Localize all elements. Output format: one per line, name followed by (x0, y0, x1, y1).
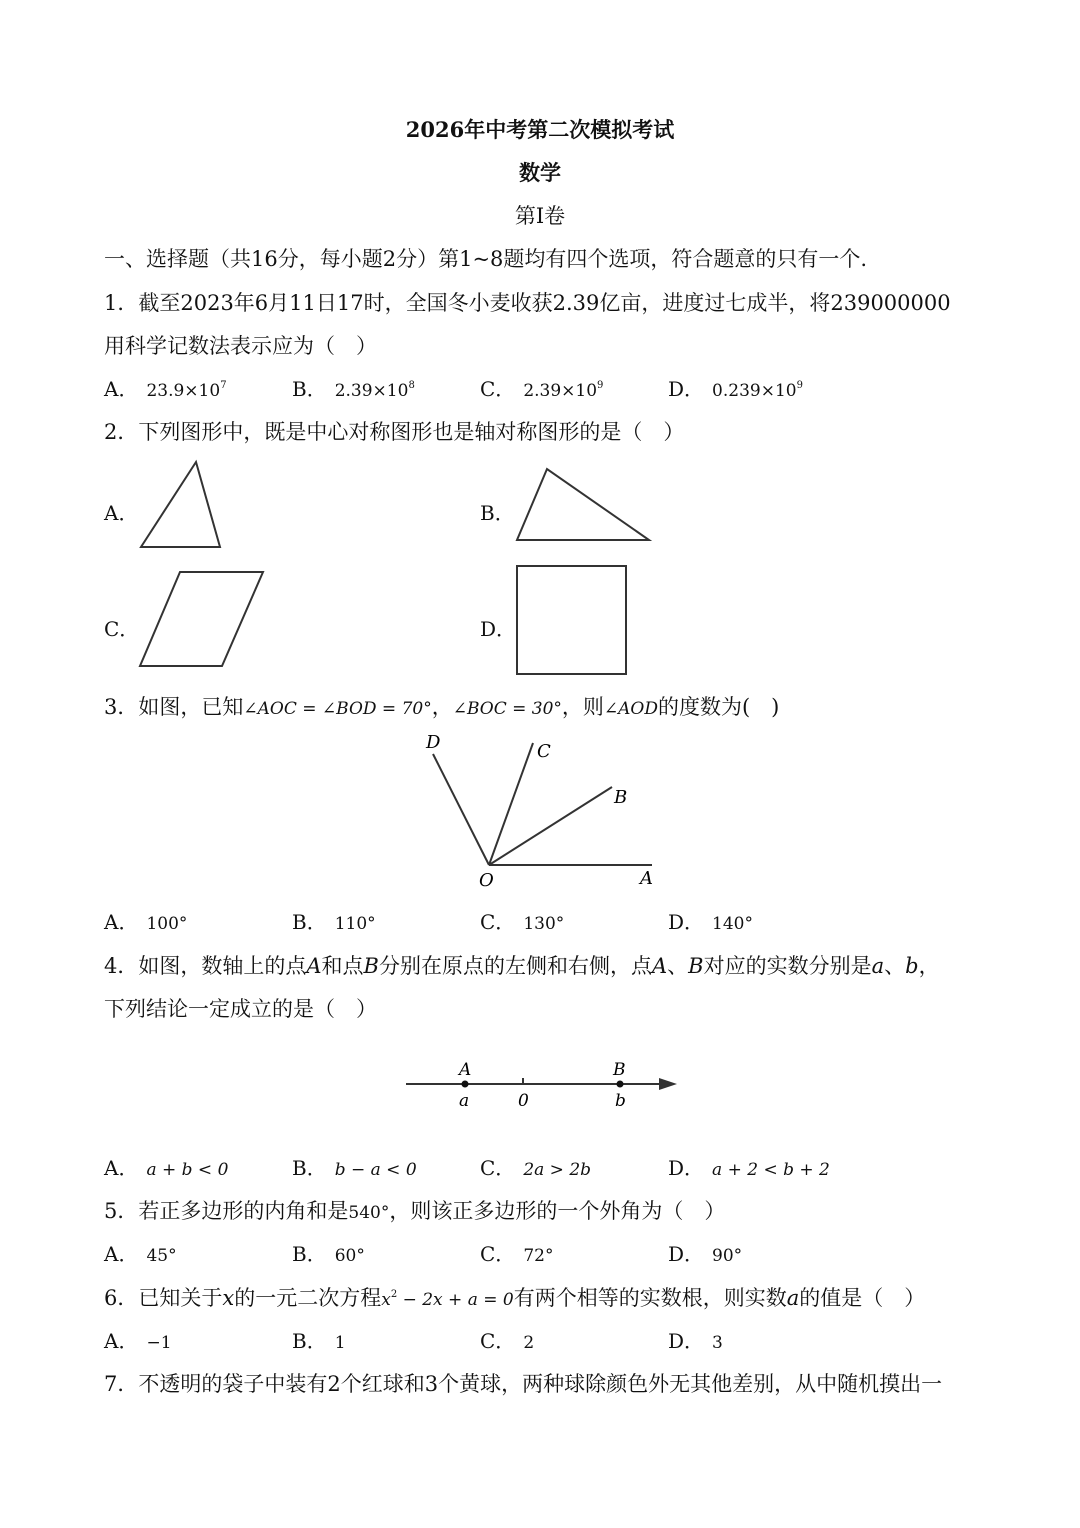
q6-option-a[interactable]: A． −1 (104, 1329, 172, 1353)
q2-option-a-label[interactable]: A． (104, 501, 139, 525)
q1-option-d[interactable]: D． $0.239\times 10^9$ (668, 377, 803, 401)
point-a-dot (462, 1081, 469, 1088)
q3-option-d[interactable]: D． 140° (668, 910, 753, 934)
q4-option-d[interactable]: D． a + 2 < b + 2 (668, 1156, 830, 1180)
subject-title: 数学 (519, 160, 561, 185)
point-a-label: A (640, 868, 653, 889)
q4-option-b[interactable]: B． b − a < 0 (292, 1156, 417, 1180)
q5-stem: 5．若正多边形的内角和是540°，则该正多边形的一个外角为（ ） (104, 1199, 726, 1223)
q5-option-a[interactable]: A． 45° (104, 1242, 177, 1266)
point-b-label: B (614, 787, 628, 808)
q6-option-d[interactable]: D． 3 (668, 1329, 723, 1353)
q1-option-c[interactable]: C． $2.39\times 10^9$ (480, 377, 604, 401)
q1-option-a[interactable]: A． $23.9\times 10^7$ (104, 377, 227, 401)
point-o-label: O (479, 870, 494, 891)
q6-stem: 6．已知关于x的一元二次方程$x^2 - 2x + a = 0$有两个相等的实数根，则实数a的值是（ ） (104, 1286, 926, 1310)
q1-option-b[interactable]: B． $2.39\times 10^8$ (292, 377, 415, 401)
q6-option-b[interactable]: B． 1 (292, 1329, 346, 1353)
q3-option-b[interactable]: B． 110° (292, 910, 376, 934)
point-a-label: A (459, 1060, 472, 1080)
q2-stem: 2．下列图形中，既是中心对称图形也是轴对称图形的是（ ） (104, 420, 685, 444)
q2-option-d-label[interactable]: D． (480, 617, 517, 641)
q2-option-b-label[interactable]: B． (480, 501, 515, 525)
point-c-label: C (537, 741, 551, 762)
exam-title: 2026年中考第二次模拟考试 (405, 117, 675, 142)
q5-option-b[interactable]: B． 60° (292, 1242, 365, 1266)
q5-option-c[interactable]: C． 72° (480, 1242, 554, 1266)
q4-stem-line2: 下列结论一定成立的是（ ） (104, 997, 377, 1021)
value-a-label: a (459, 1091, 470, 1111)
q3-option-a[interactable]: A． 100° (104, 910, 188, 934)
q4-option-a[interactable]: A． a + b < 0 (104, 1156, 229, 1180)
point-b-dot (617, 1081, 624, 1088)
value-b-label: b (615, 1091, 626, 1111)
point-b-label: B (613, 1060, 626, 1080)
q3-stem: 3．如图，已知∠AOC = ∠BOD = 70°，∠BOC = 30°，则∠AOD的度数为( ) (104, 695, 780, 719)
q6-option-c[interactable]: C． 2 (480, 1329, 535, 1353)
q2-option-c-label[interactable]: C． (104, 617, 140, 641)
q4-stem-line1: 4．如图，数轴上的点A和点B分别在原点的左侧和右侧，点A、B对应的实数分别是a、b， (104, 954, 940, 978)
q5-option-d[interactable]: D． 90° (668, 1242, 743, 1266)
q1-stem-line1: 1．截至2023年6月11日17时，全国冬小麦收获2.39亿亩，进度过七成半，将239000000 (104, 291, 951, 315)
section-heading: 一、选择题（共16分，每小题2分）第1~8题均有四个选项，符合题意的只有一个. (104, 247, 868, 271)
q4-option-c[interactable]: C． 2a > 2b (480, 1156, 592, 1180)
q1-stem-line2: 用科学记数法表示应为（ ） (104, 334, 377, 358)
number-line-arrow (659, 1078, 677, 1090)
point-d-label: D (426, 732, 441, 753)
origin-label: 0 (518, 1091, 529, 1111)
volume-title: 第Ⅰ卷 (514, 204, 566, 228)
q7-stem-line1: 7．不透明的袋子中装有2个红球和3个黄球，两种球除颜色外无其他差别，从中随机摸出一 (104, 1372, 943, 1396)
q3-option-c[interactable]: C． 130° (480, 910, 565, 934)
